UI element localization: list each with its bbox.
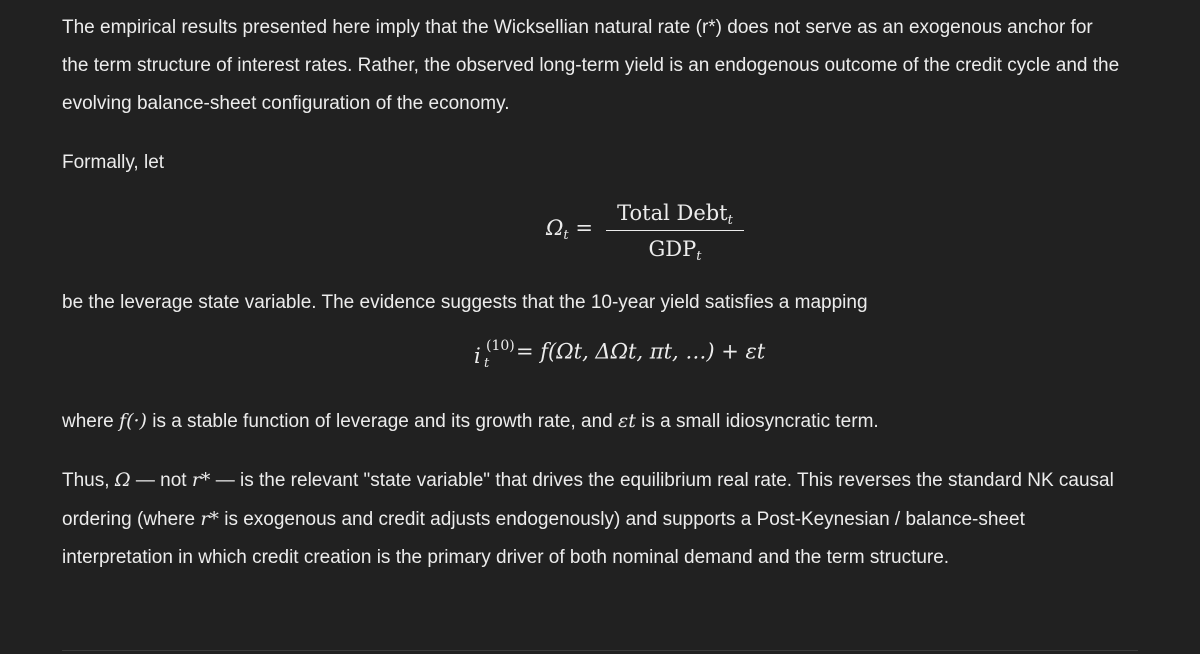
paragraph-intro: The empirical results presented here imply that the Wicksellian natural rate (r*) does not serve as an exogenous anchor for the term structure of interest rates. Rather, the observed long-term yield is an endogenous outcome of the credit cycle and the evolving balance-sheet configuration of the economy. [62, 17, 1120, 114]
yield-mapping-rhs: = f(Ωt, ΔΩt, πt, …) + εt [516, 339, 766, 364]
fraction [606, 198, 744, 264]
paragraph-leverage-state: be the leverage state variable. The evidence suggests that the 10-year yield satisfies a mapping [62, 292, 868, 313]
divider [62, 650, 1138, 651]
fraction-denominator: $GDP_t$ [648, 237, 702, 264]
rstar-inline-2: r* [200, 508, 219, 530]
paragraph-thus: Thus, Ω — not r* — is the relevant "state variable" that drives the equilibrium real rate. This reverses the standard NK causal ordering (where r* is exogenous and credit adjusts endogenously) and supports a Post-Keynesian / balance-sheet interpretation in which credit creation is the primary driver of both nominal demand and the term structure. [62, 469, 1114, 568]
function-f: f(·) [119, 410, 147, 432]
omega-subscript: t [563, 228, 569, 243]
rstar-inline: r* [191, 469, 211, 491]
fraction-numerator: Total Debt$_t$ [617, 201, 733, 228]
paragraph-formally: Formally, let [62, 152, 165, 173]
epsilon-term: εt [618, 410, 636, 432]
equation-yield-mapping [474, 338, 766, 371]
yield-symbol: i (10) t [474, 338, 515, 371]
fraction-bar [606, 230, 744, 231]
omega-inline: Ω [114, 469, 131, 491]
paragraph-where: where f(·) is a stable function of leverage and its growth rate, and εt is a small idiosyncratic term. [62, 410, 879, 432]
omega-symbol: Ω [546, 216, 564, 240]
equals-sign: = [575, 216, 593, 240]
